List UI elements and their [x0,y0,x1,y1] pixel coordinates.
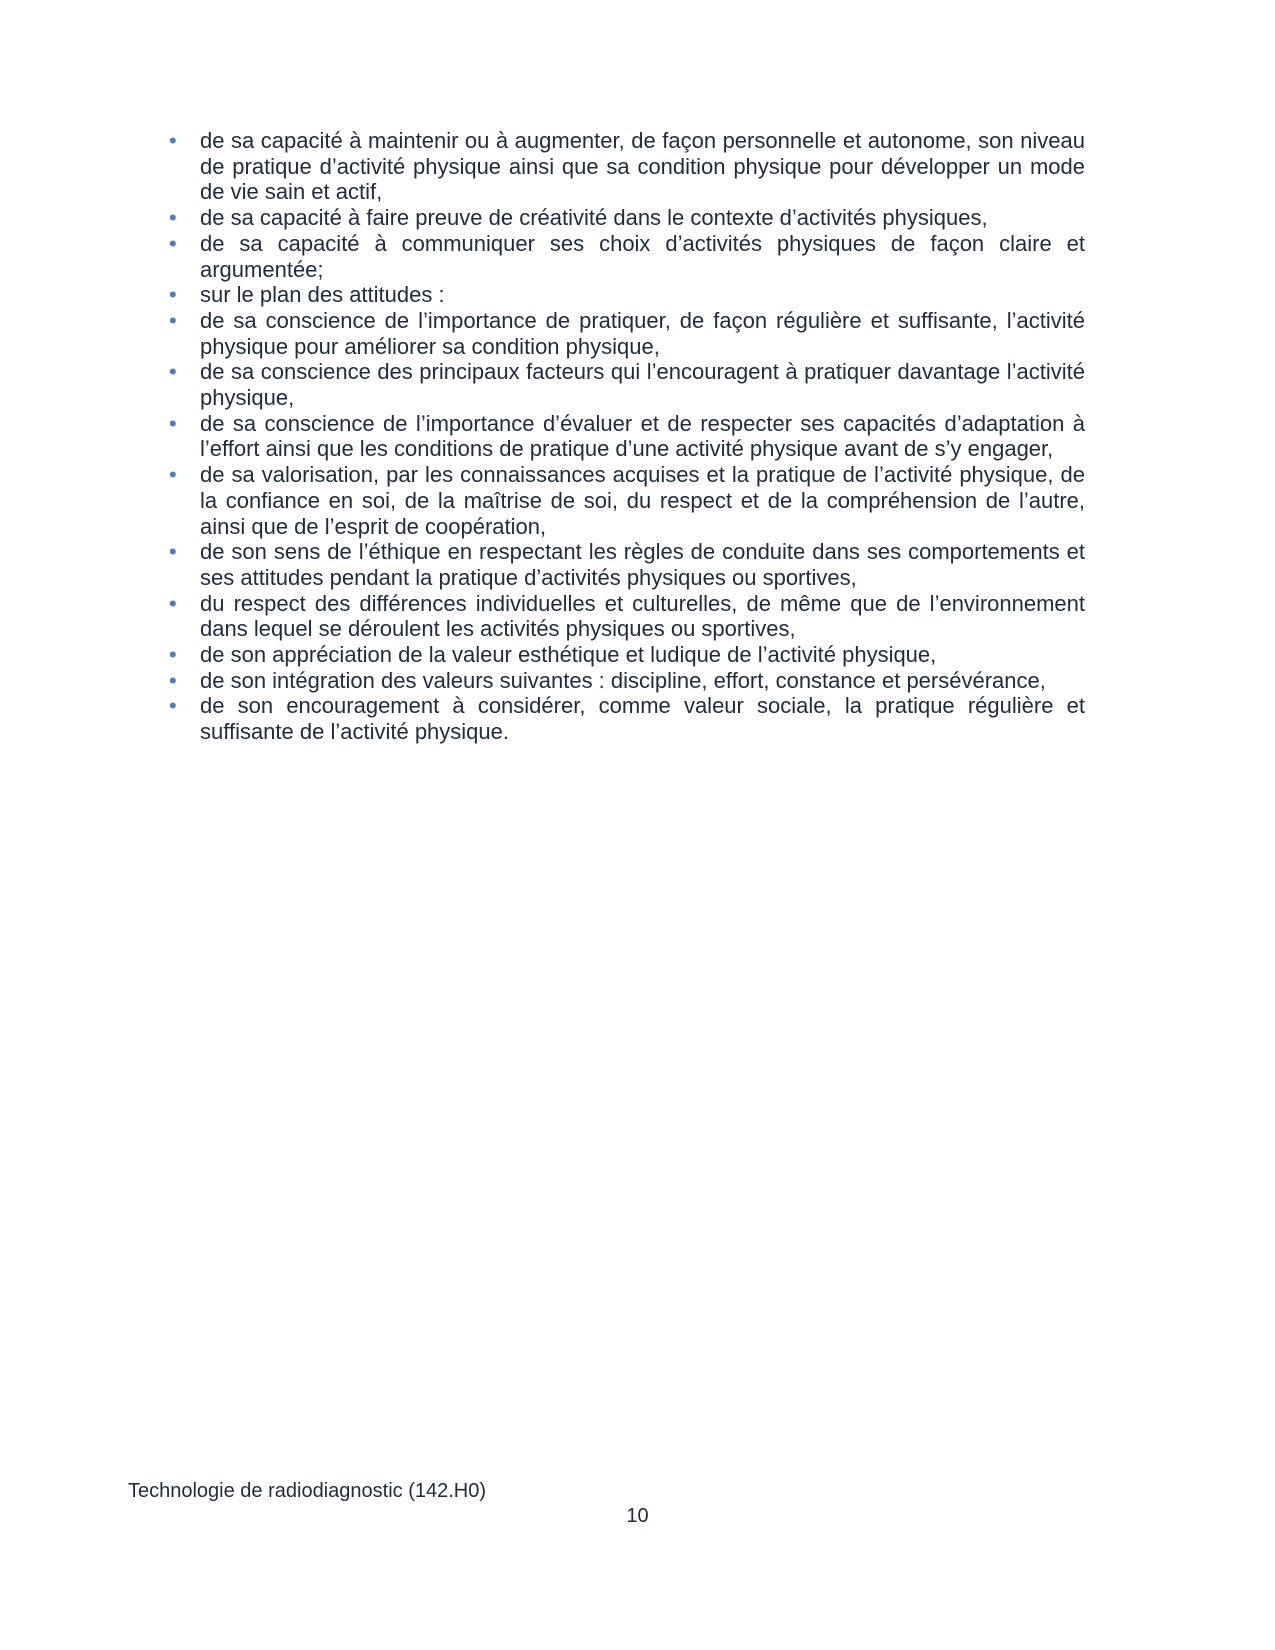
bullet-list [163,128,1085,745]
list-item: • sur le plan des attitudes : [163,282,1085,308]
list-item: • de son appréciation de la valeur esthétique et ludique de l’activité physique, [163,642,1085,668]
list-item: • du respect des différences individuelles et culturelles, de même que de l’environnement dans lequel se déroulent les activités physiques ou sportives, [163,591,1085,642]
list-item: • de sa valorisation, par les connaissances acquises et la pratique de l’activité physique, de la confiance en soi, de la maîtrise de soi, du respect et de la compréhension de l’autre, ainsi que de l’esprit de coopération, [163,462,1085,539]
list-item: • de sa capacité à faire preuve de créativité dans le contexte d’activités physiques, [163,205,1085,231]
list-item: • de son intégration des valeurs suivantes : discipline, effort, constance et persévérance, [163,668,1085,694]
footer-document-title: Technologie de radiodiagnostic (142.H0) [128,1480,487,1502]
list-item: • de sa capacité à maintenir ou à augmenter, de façon personnelle et autonome, son niveau de pratique d’activité physique ainsi que sa condition physique pour développer un mode de vie sain et actif, [163,128,1085,205]
list-item: • de son sens de l’éthique en respectant les règles de conduite dans ses comportements et ses attitudes pendant la pratique d’activités physiques ou sportives, [163,539,1085,590]
page-number: 10 [626,1505,649,1527]
list-item: • de sa conscience des principaux facteurs qui l’encouragent à pratiquer davantage l’activité physique, [163,359,1085,410]
list-item: • de sa capacité à communiquer ses choix d’activités physiques de façon claire et argumentée; [163,231,1085,282]
list-item: • de son encouragement à considérer, comme valeur sociale, la pratique régulière et suffisante de l’activité physique. [163,693,1085,744]
list-item: • de sa conscience de l’importance de pratiquer, de façon régulière et suffisante, l’activité physique pour améliorer sa condition physique, [163,308,1085,359]
page-content [163,128,1085,745]
list-item: • de sa conscience de l’importance d’évaluer et de respecter ses capacités d’adaptation à l’effort ainsi que les conditions de pratique d’une activité physique avant de s’y engager, [163,411,1085,462]
footer [128,1480,1147,1503]
